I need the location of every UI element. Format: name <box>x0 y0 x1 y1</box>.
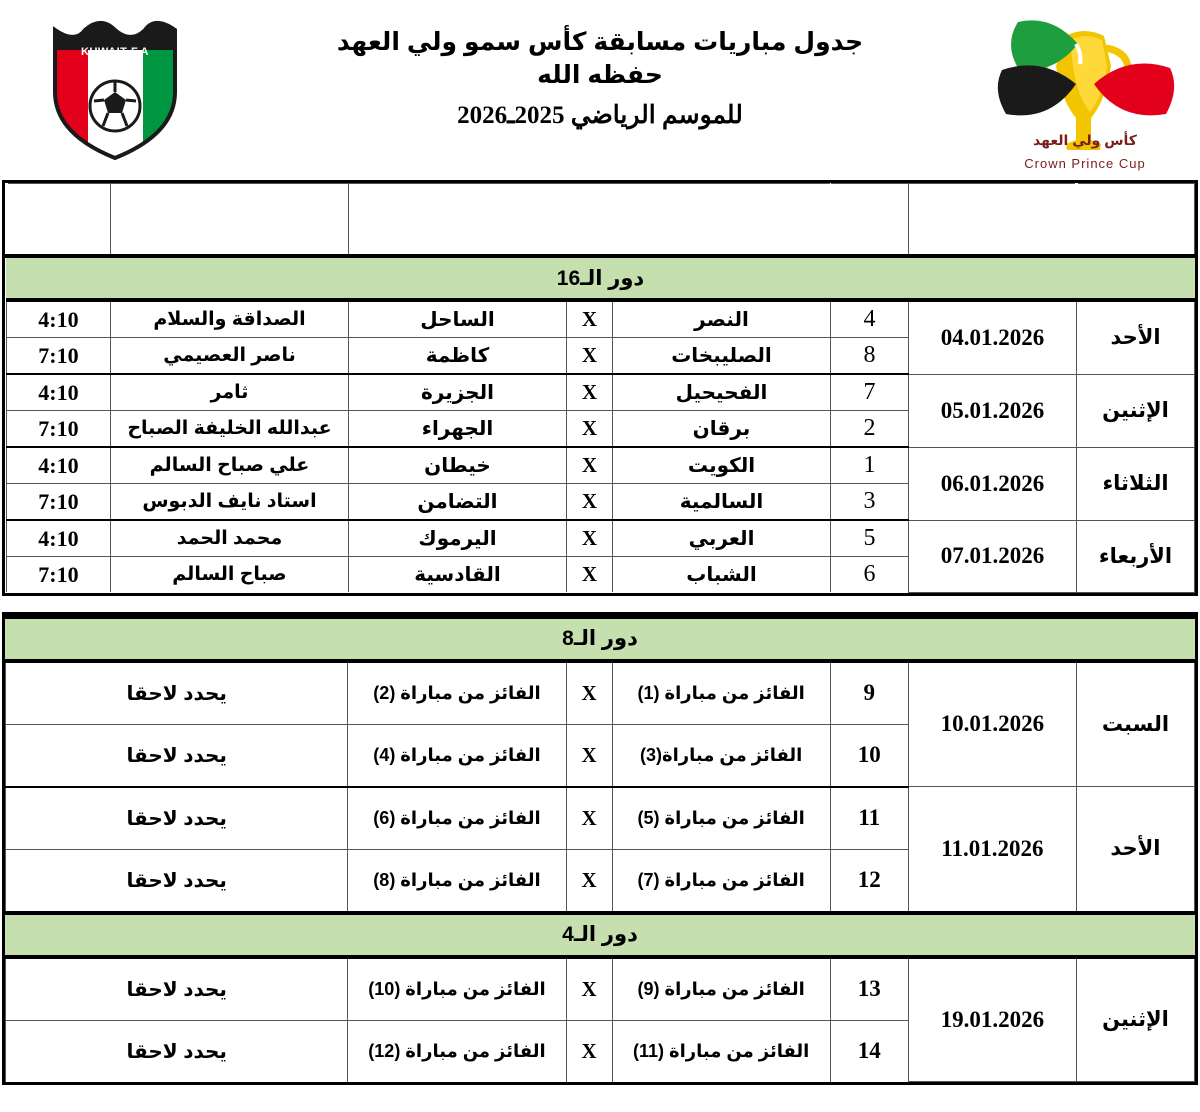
table-row <box>6 447 1194 484</box>
cell-match-number: 7 <box>831 374 909 411</box>
cell-versus: X <box>567 411 613 448</box>
cell-match-number: 4 <box>831 300 909 338</box>
cell-team-b: اليرموك <box>348 520 566 557</box>
cell-match-number: 1 <box>831 447 909 484</box>
cell-team-b: الجهراء <box>348 411 566 448</box>
table-body-round-of-16 <box>6 256 1194 592</box>
cell-team-a: الفائز من مباراة (5) <box>612 787 830 850</box>
cell-team-b: كاظمة <box>348 338 566 375</box>
table-row <box>6 661 1195 725</box>
cell-stadium: استاد نايف الدبوس <box>110 484 348 521</box>
cell-team-b: الفائز من مباراة (6) <box>348 787 566 850</box>
section-band-round-of-4 <box>6 913 1195 957</box>
title-line-3: للموسم الرياضي 2025ـ2026 <box>457 102 743 129</box>
cell-venue-tbd: يحدد لاحقا <box>6 787 348 850</box>
cell-team-b: خيطان <box>348 447 566 484</box>
cell-date: 10.01.2026 <box>908 661 1076 787</box>
cell-versus: X <box>566 724 612 787</box>
cell-day: السبت <box>1076 661 1194 787</box>
cell-match-number: 2 <box>831 411 909 448</box>
cell-team-a: النصر <box>613 300 831 338</box>
cell-date: 07.01.2026 <box>909 520 1077 592</box>
cell-team-b: الجزيرة <box>348 374 566 411</box>
table-row <box>6 520 1194 557</box>
cell-versus: X <box>567 484 613 521</box>
cell-match-number: 12 <box>830 849 908 913</box>
cell-versus: X <box>566 1020 612 1082</box>
cell-day: الأحد <box>1077 300 1195 374</box>
cell-day: الإثنين <box>1077 374 1195 447</box>
cell-versus: X <box>566 661 612 725</box>
column-header-day: اليوم <box>1077 184 1195 257</box>
page-header <box>0 0 1200 180</box>
section-title: دور الـ4 <box>6 913 1195 957</box>
cell-time: 4:10 <box>6 447 110 484</box>
cell-team-a: الفائز من مباراة (11) <box>612 1020 830 1082</box>
table-row <box>6 374 1194 411</box>
column-header-date: التاريخ <box>909 184 1077 257</box>
cell-team-a: برقان <box>613 411 831 448</box>
schedule-table-round-of-16 <box>5 183 1195 593</box>
cell-team-a: السالمية <box>613 484 831 521</box>
cell-match-number: 6 <box>831 557 909 593</box>
cell-versus: X <box>566 787 612 850</box>
kuwait-fa-logo-slot <box>0 0 230 180</box>
match-number-label-line2: المباراة <box>843 221 896 237</box>
schedule-table-knockout <box>5 615 1195 1083</box>
cell-team-a: الفائز من مباراة(3) <box>612 724 830 787</box>
column-header-match-number <box>831 184 909 257</box>
cell-time: 4:10 <box>6 300 110 338</box>
kuwait-fa-logo-english-text: KUWAIT F.A <box>81 46 149 58</box>
cell-stadium: ثامر <box>110 374 348 411</box>
cell-stadium: الصداقة والسلام <box>110 300 348 338</box>
cell-match-number: 8 <box>831 338 909 375</box>
cell-time: 7:10 <box>6 557 110 593</box>
cell-stadium: علي صباح السالم <box>110 447 348 484</box>
cell-team-b: الفائز من مباراة (8) <box>348 849 566 913</box>
cell-team-a: الشباب <box>613 557 831 593</box>
cell-venue-tbd: يحدد لاحقا <box>6 849 348 913</box>
cell-versus: X <box>567 520 613 557</box>
cell-time: 4:10 <box>6 374 110 411</box>
cell-team-b: القادسية <box>348 557 566 593</box>
cell-team-a: الصليبخات <box>613 338 831 375</box>
cell-team-a: الفائز من مباراة (9) <box>612 957 830 1021</box>
table-row <box>6 787 1195 850</box>
cell-team-b: الفائز من مباراة (10) <box>348 957 566 1021</box>
cell-versus: X <box>566 849 612 913</box>
table-header-row <box>6 184 1194 257</box>
cell-versus: X <box>567 447 613 484</box>
cell-team-b: الفائز من مباراة (4) <box>348 724 566 787</box>
cell-match-number: 3 <box>831 484 909 521</box>
cell-time: 4:10 <box>6 520 110 557</box>
cell-stadium: صباح السالم <box>110 557 348 593</box>
cell-versus: X <box>567 557 613 593</box>
section-title: دور الـ16 <box>6 256 1194 300</box>
cell-day: الثلاثاء <box>1077 447 1195 520</box>
cell-versus: X <box>567 300 613 338</box>
cell-team-a: الفائز من مباراة (1) <box>612 661 830 725</box>
cell-day: الأحد <box>1076 787 1194 913</box>
cell-date: 05.01.2026 <box>909 374 1077 447</box>
kuwait-fa-logo <box>33 8 198 173</box>
cell-versus: X <box>566 957 612 1021</box>
cell-team-a: الكويت <box>613 447 831 484</box>
cell-team-a: الفحيحيل <box>613 374 831 411</box>
cell-team-a: الفائز من مباراة (7) <box>612 849 830 913</box>
cell-match-number: 11 <box>830 787 908 850</box>
cell-day: الإثنين <box>1076 957 1194 1082</box>
column-header-time: التوقيت <box>6 184 110 257</box>
cell-venue-tbd: يحدد لاحقا <box>6 724 348 787</box>
cell-date: 11.01.2026 <box>908 787 1076 913</box>
match-number-label-line1: رقم <box>855 200 884 216</box>
cell-venue-tbd: يحدد لاحقا <box>6 957 348 1021</box>
block-separator <box>0 596 1200 612</box>
cell-date: 04.01.2026 <box>909 300 1077 374</box>
cell-time: 7:10 <box>6 338 110 375</box>
cell-stadium: ناصر العصيمي <box>110 338 348 375</box>
cell-team-b: الساحل <box>348 300 566 338</box>
section-band-round-of-16 <box>6 256 1194 300</box>
cell-match-number: 5 <box>831 520 909 557</box>
cell-match-number: 14 <box>830 1020 908 1082</box>
title-line-1: جدول مباريات مسابقة كأس سمو ولي العهد <box>336 28 864 56</box>
cell-match-number: 10 <box>830 724 908 787</box>
column-header-teams: الفريقان <box>348 184 830 257</box>
column-header-stadium: الملعب <box>110 184 348 257</box>
table-row <box>6 300 1194 338</box>
cell-time: 7:10 <box>6 484 110 521</box>
cell-date: 19.01.2026 <box>908 957 1076 1082</box>
cell-day: الأربعاء <box>1077 520 1195 592</box>
table-row <box>6 957 1195 1021</box>
cell-versus: X <box>567 374 613 411</box>
cell-time: 7:10 <box>6 411 110 448</box>
cell-match-number: 13 <box>830 957 908 1021</box>
cell-venue-tbd: يحدد لاحقا <box>6 1020 348 1082</box>
crown-prince-cup-logo <box>988 0 1183 175</box>
cell-versus: X <box>567 338 613 375</box>
cell-team-b: التضامن <box>348 484 566 521</box>
section-band-round-of-8 <box>6 617 1195 661</box>
schedule-block-round-of-16 <box>2 180 1198 596</box>
cell-team-b: الفائز من مباراة (12) <box>348 1020 566 1082</box>
section-title: دور الـ8 <box>6 617 1195 661</box>
crown-prince-cup-logo-arabic-text: كأس ولي العهد <box>1033 132 1137 148</box>
table-body-knockout <box>6 617 1195 1082</box>
cell-match-number: 9 <box>830 661 908 725</box>
title-line-2: حفظه الله <box>537 61 663 89</box>
cell-team-a: العربي <box>613 520 831 557</box>
cell-stadium: عبدالله الخليفة الصباح <box>110 411 348 448</box>
schedule-block-knockout <box>2 612 1198 1086</box>
cell-date: 06.01.2026 <box>909 447 1077 520</box>
crown-prince-cup-logo-slot <box>970 0 1200 180</box>
page-title <box>230 0 970 134</box>
crown-prince-cup-logo-english-text: Crown Prince Cup <box>1024 156 1146 171</box>
cell-stadium: محمد الحمد <box>110 520 348 557</box>
cell-venue-tbd: يحدد لاحقا <box>6 661 348 725</box>
cell-team-b: الفائز من مباراة (2) <box>348 661 566 725</box>
